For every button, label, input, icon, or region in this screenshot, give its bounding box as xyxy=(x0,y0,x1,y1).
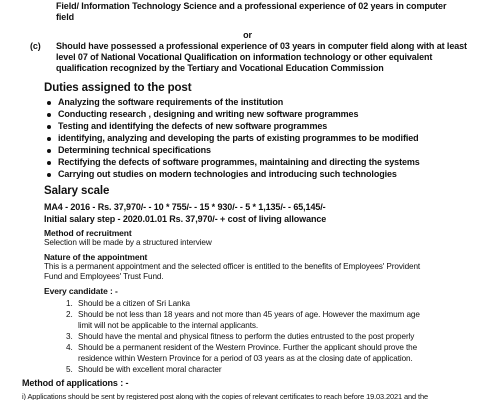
candidate-item-text: Should be a citizen of Sri Lanka xyxy=(78,299,190,308)
candidate-item-number: 5. xyxy=(66,365,73,374)
candidate-heading: Every candidate : - xyxy=(44,286,118,296)
qualification-c-marker: (c) xyxy=(30,41,41,51)
bullet-icon xyxy=(47,161,51,165)
salary-scale: MA4 - 2016 - Rs. 37,970/- - 10 * 755/- - 15 * 930/- - 5 * 1,135/- - 65,145/- xyxy=(44,202,326,212)
duty-item: Testing and identifying the defects of new software programmes xyxy=(58,121,328,131)
candidate-item-text: Should be a permanent resident of the Western Province. Further the applicant should prove the xyxy=(78,343,418,352)
candidate-item-number: 4. xyxy=(66,343,73,352)
bullet-icon xyxy=(47,137,51,141)
qualification-b-line-1: Field/ Information Technology Science and a professional experience of 02 years in computer xyxy=(56,1,447,11)
recruitment-heading: Method of recruitment xyxy=(44,228,132,238)
bullet-icon xyxy=(47,173,51,177)
bullet-icon xyxy=(47,101,51,105)
candidate-item-text: Should be with excellent moral character xyxy=(78,365,222,374)
appointment-line-2: Fund and Employees' Trust Fund. xyxy=(44,272,164,281)
duty-item: Analyzing the software requirements of the institution xyxy=(58,97,284,107)
duty-item: Rectifying the defects of software programmes, maintaining and directing the systems xyxy=(58,157,420,167)
qualification-c-line-1: Should have possessed a professional experience of 03 years in computer field along with at least xyxy=(56,41,467,51)
duty-item: Conducting research , designing and writing new software programmes xyxy=(58,109,359,119)
applications-heading: Method of applications : - xyxy=(22,378,129,388)
candidate-item-text: Should have the mental and physical fitness to perform the duties entrusted to the post properly xyxy=(78,332,415,341)
bullet-icon xyxy=(47,125,51,129)
candidate-item-number: 2. xyxy=(66,310,73,319)
applications-line-1: i) Applications should be sent by registered post along with the copies of relevant certificates to reach before 19.03.2021 and the xyxy=(22,392,428,400)
duty-item: identifying, analyzing and developing the parts of existing programmes to be modified xyxy=(58,133,419,143)
candidate-item-text: residence within Western Province for a period of 03 years as at the closing date of application. xyxy=(78,354,413,363)
qualification-b-line-2: field xyxy=(56,12,75,22)
salary-heading: Salary scale xyxy=(44,185,110,197)
candidate-item-text: limit will not be applicable to the internal applicants. xyxy=(78,321,259,330)
bullet-icon xyxy=(47,149,51,153)
candidate-item-text: Should be not less than 18 years and not more than 45 years of age. However the maximum age xyxy=(78,310,420,319)
or-separator: or xyxy=(243,30,252,40)
appointment-heading: Nature of the appointment xyxy=(44,252,148,262)
duty-item: Carrying out studies on modern technologies and introducing such technologies xyxy=(58,169,397,179)
recruitment-text: Selection will be made by a structured interview xyxy=(44,238,212,247)
qualification-c-line-2: level 07 of National Vocational Qualification on information technology or other equivalent xyxy=(56,52,433,62)
appointment-line-1: This is a permanent appointment and the selected officer is entitled to the benefits of Employees' Provident xyxy=(44,262,421,271)
duty-item: Determining technical specifications xyxy=(58,145,211,155)
qualification-c-line-3: qualification recognized by the Tertiary and Vocational Education Commission xyxy=(56,63,384,73)
salary-initial-step: Initial salary step - 2020.01.01 Rs. 37,970/- + cost of living allowance xyxy=(44,214,327,224)
candidate-item-number: 1. xyxy=(66,299,73,308)
duties-heading: Duties assigned to the post xyxy=(44,82,192,94)
candidate-item-number: 3. xyxy=(66,332,73,341)
bullet-icon xyxy=(47,113,51,117)
